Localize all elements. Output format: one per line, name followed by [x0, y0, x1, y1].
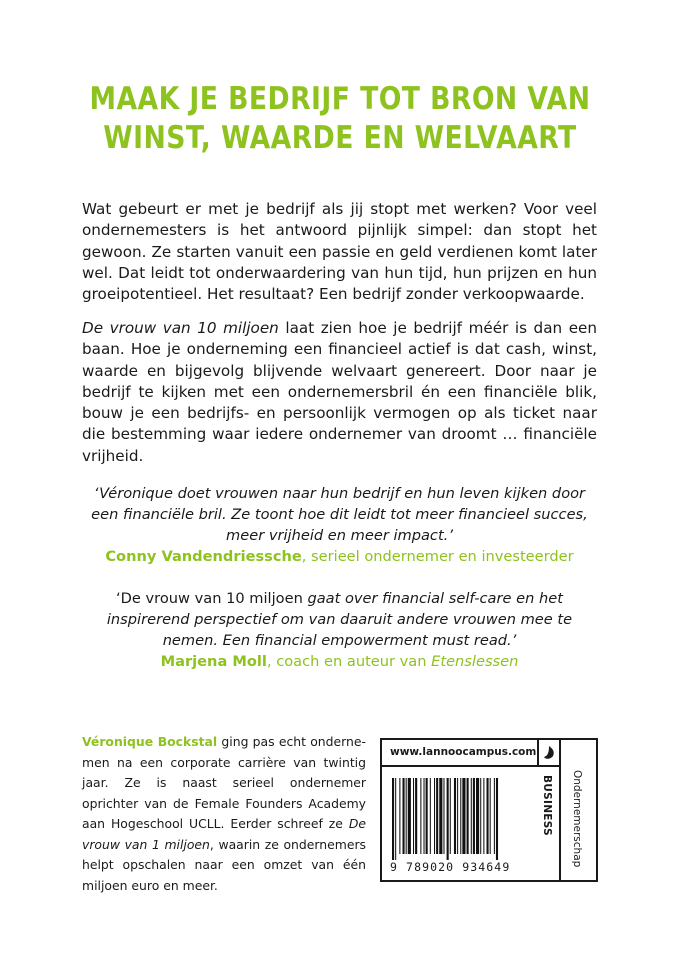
- quote-marjena-text: [82, 588, 597, 651]
- barcode-bar: [447, 778, 449, 860]
- barcode-bar: [487, 778, 489, 854]
- quote-marjena-text-rest: gaat over financial self-care en het inspirerend perspectief om van daaruit andere vrouwen mee te nemen. Een financial empowerment must read.’: [106, 590, 573, 649]
- book-title-italic: De vrouw van 10 miljoen: [82, 319, 279, 337]
- barcode-bar: [476, 778, 479, 854]
- barcode-bar: [494, 778, 495, 854]
- author-bio: [82, 732, 366, 896]
- quote-marjena-author: Marjena Moll: [160, 653, 267, 670]
- barcode-bar: [457, 778, 458, 854]
- category-label: [539, 767, 561, 880]
- barcode-bar: [443, 778, 444, 854]
- barcode-bar: [460, 778, 461, 854]
- barcode-bar: [450, 778, 451, 854]
- barcode-bar: [413, 778, 414, 854]
- quote-conny-attribution: [82, 546, 597, 567]
- intro-paragraph: [82, 199, 597, 305]
- intro-paragraph-text: Wat gebeurt er met je bedrijf als jij stopt met werken? Voor veel ondernemesters is het antwoord pijnlijk simpel: dan stopt het gewoon. Ze starten vanuit een passie en geld verdienen komt later wel. Dat leidt tot onderwaardering van hun tijd, hun prijzen en hun groeipotentieel. Het resultaat? Een bedrijf zonder verkoopwaarde.: [82, 200, 597, 304]
- barcode-bar: [395, 778, 396, 860]
- author-bio-name: Véronique Bockstal: [82, 734, 218, 749]
- barcode-bar: [408, 778, 411, 854]
- quote-marjena-role-book: Etenslessen: [431, 653, 519, 670]
- barcode-bar: [406, 778, 407, 854]
- back-cover-title: [48, 80, 633, 158]
- barcode-bar: [403, 778, 405, 854]
- quote-conny-role: , serieel ondernemer en investeerder: [301, 548, 574, 565]
- barcode-bar: [392, 778, 394, 860]
- quote-conny-author: Conny Vandendriessche: [105, 548, 302, 565]
- book-description-paragraph: [82, 318, 597, 467]
- author-bio-book: De vrouw van 1 miljoen: [82, 816, 366, 852]
- subcategory-text: Ondernemerschap: [571, 770, 583, 868]
- isbn-barcode: [390, 778, 536, 860]
- category-text: BUSINESS: [541, 775, 553, 837]
- subcategory-label: [561, 740, 596, 880]
- quote-conny: [82, 483, 597, 567]
- author-bio-text-1: ging pas echt ondernemen na een corporate carrière van twintig jaar. Ze is naast serieel ondernemer oprichter van de Female Founders Academy aan Hogeschool UCLL. Eerder schreef ze: [82, 734, 366, 831]
- barcode-bar: [490, 778, 491, 854]
- barcode-bar: [436, 778, 438, 854]
- barcode-bar: [473, 778, 475, 854]
- barcode-bar: [434, 778, 435, 854]
- barcode-bar: [426, 778, 428, 854]
- lannoo-leaf-icon: [543, 746, 555, 760]
- barcode-bar: [496, 778, 498, 860]
- quote-marjena-role: , coach en auteur van: [266, 653, 432, 670]
- barcode-bar: [439, 778, 442, 854]
- isbn-number: 9 789020 934649: [390, 860, 511, 874]
- barcode-bar: [471, 778, 472, 854]
- barcode-bar: [454, 778, 456, 854]
- publisher-url: www.lannoocampus.com: [382, 740, 539, 767]
- barcode-bar: [424, 778, 425, 854]
- barcode-bar: [415, 778, 417, 854]
- quote-conny-text: ‘Véronique doet vrouwen naar hun bedrijf en hun leven kijken door een financiële bril. Ze toont hoe dit leidt tot meer financieel succes, meer vrijheid en meer impact.’: [91, 485, 588, 544]
- barcode-bar: [462, 778, 465, 854]
- publisher-logo: [539, 740, 561, 767]
- barcode-box: [380, 738, 598, 882]
- author-bio-text-2: , waarin ze ondernemers helpt opschalen naar een omzet van één miljoen euro en meer.: [82, 836, 366, 893]
- barcode-bar: [467, 778, 469, 854]
- title-line-2: WINST, WAARDE EN WELVAART: [103, 120, 577, 156]
- barcode-bar: [430, 778, 431, 854]
- barcode-bar: [420, 778, 421, 854]
- barcode-bar: [399, 778, 400, 854]
- barcode-bar: [480, 778, 481, 854]
- book-description-text: [82, 318, 597, 467]
- quote-marjena: [82, 588, 597, 672]
- quote-marjena-text-start: ‘De vrouw van 10 miljoen: [116, 590, 308, 607]
- title-line-1: MAAK JE BEDRIJF TOT BRON VAN: [89, 81, 591, 117]
- book-description-rest: laat zien hoe je bedrijf méér is dan een baan. Hoe je onderneming een financieel actief is dat cash, winst, waarde en bijgevolg blijvende welvaart genereert. Door naar je bedrijf te kijken met een ondernemersbril én een financiële blik, bouw je een bedrijfs- en persoonlijk vermogen op als ticket naar die bestemming waar iedere ondernemer van droomt … financiële vrijheid.: [82, 319, 598, 465]
- barcode-bar: [483, 778, 484, 854]
- quote-marjena-attribution: [82, 651, 597, 672]
